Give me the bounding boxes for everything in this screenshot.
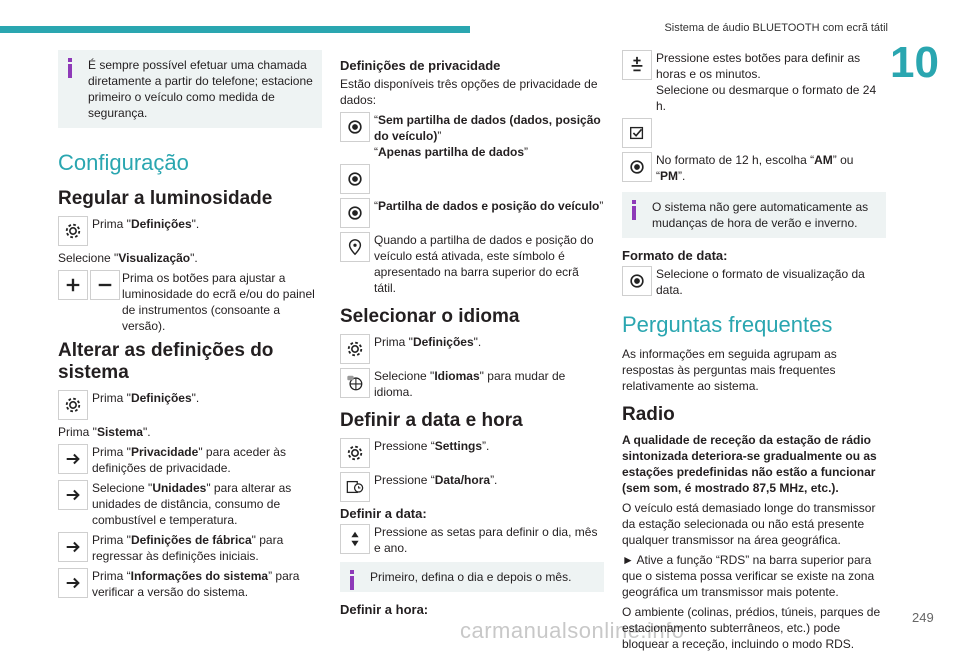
radio-button-icon (340, 164, 370, 194)
note-text: O sistema não gere automaticamente as mudanças de hora de verão e inverno. (652, 200, 869, 230)
step-row (340, 232, 604, 296)
arrow-right-icon (58, 532, 88, 562)
faq-title: Perguntas frequentes (622, 312, 833, 337)
step-row (58, 568, 322, 600)
watermark: carmanualsonline.info (460, 618, 685, 643)
plus-minus-icon (622, 50, 652, 80)
step-text: Pressione “Settings”. (374, 439, 490, 453)
heading-brightness: Regular a luminosidade (58, 188, 273, 209)
gear-icon (340, 438, 370, 468)
step-row (340, 524, 604, 556)
step-text: Pressione estes botões para definir as horas e os minutos. Selecione ou desmarque o formato de 24 h. (656, 51, 877, 113)
page-number: 249 (912, 610, 934, 625)
step-text: Prima "Definições de fábrica" para regressar às definições iniciais. (92, 533, 284, 563)
step-text: Quando a partilha de dados e posição do veículo está ativada, este símbolo é apresentado na barra superior do ecrã tátil. (374, 233, 594, 295)
arrow-right-icon (58, 444, 88, 474)
column-right (622, 50, 886, 656)
language-globe-icon (340, 368, 370, 398)
step-row (622, 152, 886, 184)
column-middle (340, 50, 604, 620)
step-text: Prima "Definições". (374, 335, 482, 349)
step-text: Selecione "Idiomas" para mudar de idioma. (374, 369, 566, 399)
step-text: Prima "Definições". (92, 217, 200, 231)
step-row (340, 112, 604, 160)
step-text: “Partilha de dados e posição do veículo” (374, 199, 604, 213)
info-icon (632, 200, 636, 220)
chapter-number: 10 (890, 38, 939, 87)
label-set-date: Definir a data: (340, 506, 427, 521)
info-note (622, 192, 886, 238)
step-row (622, 118, 886, 148)
gear-icon (58, 390, 88, 420)
step-text: “Sem partilha de dados (dados, posição do veículo)” “Apenas partilha de dados” (374, 113, 601, 159)
answer: ► Ative a função “RDS” na barra superior para que o sistema possa verificar se existe na zona geográfica um transmissor mais potente. (622, 553, 875, 599)
info-icon (68, 58, 72, 78)
step-row (58, 444, 322, 476)
step-text: Prima “Informações do sistema” para verificar a versão do sistema. (92, 569, 300, 599)
label-set-time: Definir a hora: (340, 602, 429, 617)
running-header: Sistema de áudio BLUETOOTH com ecrã tátil (664, 22, 888, 34)
note-text: Primeiro, defina o dia e depois o mês. (370, 570, 572, 584)
column-left (58, 50, 322, 604)
step-row (340, 198, 604, 228)
note-text: É sempre possível efetuar uma chamada diretamente a partir do telefone; estacione primeiro o veículo como medida de segurança. (88, 58, 313, 120)
step-text: Selecione o formato de visualização da data. (656, 267, 865, 297)
info-note (340, 562, 604, 592)
step-row (340, 472, 604, 502)
step-row (622, 266, 886, 298)
heading-language: Selecionar o idioma (340, 306, 520, 327)
step-text: Selecione "Visualização". (58, 251, 198, 265)
answer: O ambiente (colinas, prédios, túneis, parques de estacionamento subterrâneos, etc.) pode bloquear a receção, incluindo o modo RDS. (622, 605, 881, 651)
step-row (340, 334, 604, 364)
paragraph: As informações em seguida agrupam as respostas às perguntas mais frequentes relativamente ao sistema. (622, 347, 837, 393)
gear-icon (340, 334, 370, 364)
question: A qualidade de receção da estação de rádio sintonizada deteriora-se gradualmente ou as estações predefinidas não estão a funcionar (sem som, é mostrado 87,5 MHz, etc.). (622, 433, 877, 495)
heading-datetime: Definir a data e hora (340, 410, 523, 431)
radio-button-icon (340, 198, 370, 228)
step-row (622, 50, 886, 114)
step-row (340, 164, 604, 194)
step-row (58, 270, 322, 334)
radio-button-icon (622, 266, 652, 296)
checkbox-icon (622, 118, 652, 148)
step-row (58, 480, 322, 528)
minus-icon (90, 270, 120, 300)
step-text: Pressione as setas para definir o dia, mês e ano. (374, 525, 598, 555)
step-text: Prima "Privacidade" para aceder às definições de privacidade. (92, 445, 286, 475)
step-text: Prima os botões para ajustar a luminosidade do ecrã e/ou do painel de instrumentos (consoante a versão). (122, 271, 315, 333)
label-date-format: Formato de data: (622, 248, 728, 263)
heading-privacy: Definições de privacidade (340, 58, 501, 73)
answer: O veículo está demasiado longe do transmissor da estação selecionada ou não está presente qualquer transmissor na área geográfica. (622, 501, 876, 547)
step-row (58, 390, 322, 420)
step-text: Pressione “Data/hora”. (374, 473, 498, 487)
info-note (58, 50, 322, 128)
header-accent-bar (0, 26, 470, 33)
step-text: Selecione "Unidades" para alterar as unidades de distância, consumo de combustível e temperatura. (92, 481, 292, 527)
step-text: Prima "Definições". (92, 391, 200, 405)
step-row (340, 368, 604, 400)
paragraph: Estão disponíveis três opções de privacidade de dados: (340, 77, 598, 107)
up-down-arrows-icon (340, 524, 370, 554)
step-text: No formato de 12 h, escolha “AM” ou “PM”. (656, 153, 854, 183)
radio-button-icon (340, 112, 370, 142)
step-row (58, 532, 322, 564)
radio-button-icon (622, 152, 652, 182)
info-icon (350, 570, 354, 590)
gear-icon (58, 216, 88, 246)
section-title: Configuração (58, 150, 189, 175)
plus-icon (58, 270, 88, 300)
step-row (340, 438, 604, 468)
arrow-right-icon (58, 568, 88, 598)
step-row (58, 216, 322, 246)
calendar-clock-icon (340, 472, 370, 502)
heading-radio: Radio (622, 404, 675, 425)
step-text: Prima "Sistema". (58, 425, 151, 439)
heading-system-settings: Alterar as definições do sistema (58, 340, 274, 383)
location-pin-icon (340, 232, 370, 262)
arrow-right-icon (58, 480, 88, 510)
